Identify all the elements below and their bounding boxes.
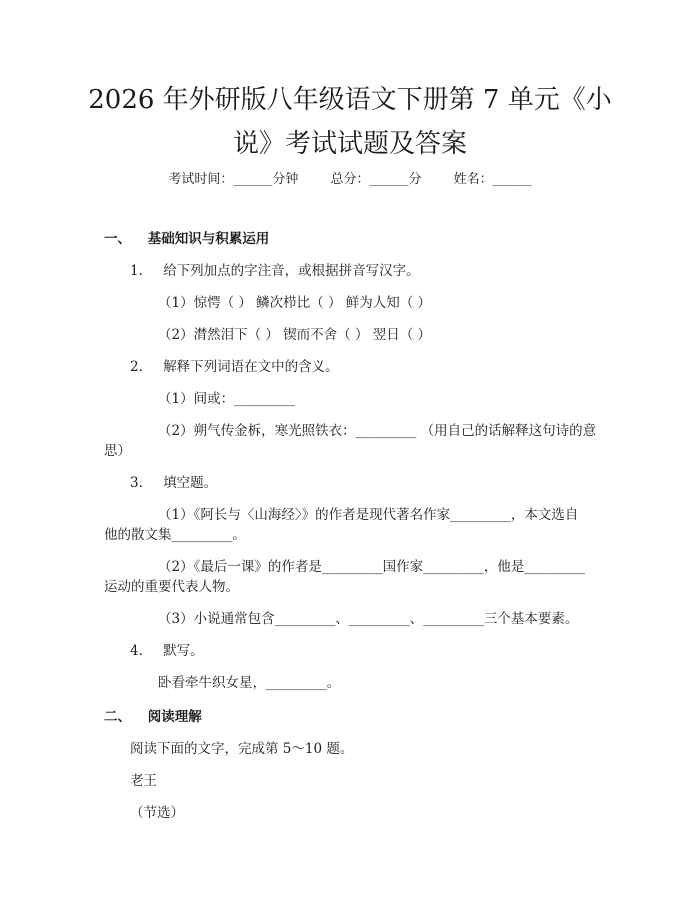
- student-name: 姓名：______: [453, 172, 532, 187]
- document-title: [60, 78, 640, 166]
- reading-intro: 阅读下面的文字，完成第 5～10 题。: [130, 741, 354, 757]
- exam-time: 考试时间：______分钟: [168, 172, 299, 187]
- question-1-text: 给下列加点的字注音，或根据拼音写汉字。: [163, 263, 420, 279]
- question-4-sub-1: 卧看牵牛织女星，_________。: [158, 675, 341, 691]
- question-3: [130, 472, 217, 494]
- document-title-line-2: 说》考试试题及答案: [232, 129, 467, 159]
- question-3-sub-2-line-2: 运动的重要代表人物。: [104, 579, 239, 595]
- document-title-line-1: 2026 年外研版八年级语文下册第 7 单元《小: [88, 85, 612, 115]
- passage-title: 老王: [130, 773, 157, 789]
- question-3-sub-3: （3）小说通常包含_________、_________、_________三个基本要素。: [158, 611, 579, 627]
- question-2-number: 2.: [130, 359, 143, 375]
- section-1-number: 一、: [104, 231, 131, 247]
- question-1-sub-1: （1）惊愕（ ） 鳞次栉比（ ） 鲜为人知（ ）: [158, 295, 432, 311]
- question-2-sub-2-line-2: 思）: [104, 443, 131, 459]
- question-3-number: 3.: [130, 475, 143, 491]
- passage-note: （节选）: [130, 805, 184, 821]
- question-2: [130, 356, 339, 378]
- question-1: [130, 260, 420, 282]
- section-2-number: 二、: [104, 709, 131, 725]
- question-1-sub-2: （2）潸然泪下（ ） 锲而不舍（ ） 翌日（ ）: [158, 327, 432, 343]
- question-3-text: 填空题。: [163, 475, 218, 491]
- question-1-number: 1.: [130, 263, 143, 279]
- question-3-sub-2-line-1: （2）《最后一课》的作者是_________国作家_________，他是_________: [158, 559, 586, 575]
- question-4-text: 默写。: [163, 643, 204, 659]
- question-3-sub-1-line-1: （1）《阿长与〈山海经〉》的作者是现代著名作家_________，本文选自: [158, 507, 579, 523]
- question-2-sub-2-line-1: （2）朔气传金柝，寒光照铁衣：_________ （用自己的话解释这句诗的意: [158, 423, 597, 439]
- section-2-title: 阅读理解: [147, 709, 202, 725]
- question-3-sub-1-line-2: 他的散文集_________。: [104, 527, 246, 543]
- exam-meta: [0, 168, 700, 187]
- question-2-text: 解释下列词语在文中的含义。: [163, 359, 339, 375]
- question-4: [130, 640, 204, 662]
- section-1-title: 基础知识与积累运用: [147, 231, 270, 247]
- section-1-heading: [104, 228, 269, 250]
- exam-score: 总分：______分: [330, 172, 422, 187]
- question-4-number: 4.: [130, 643, 143, 659]
- question-2-sub-1: （1）间或：_________: [158, 391, 295, 407]
- section-2-heading: [104, 706, 202, 728]
